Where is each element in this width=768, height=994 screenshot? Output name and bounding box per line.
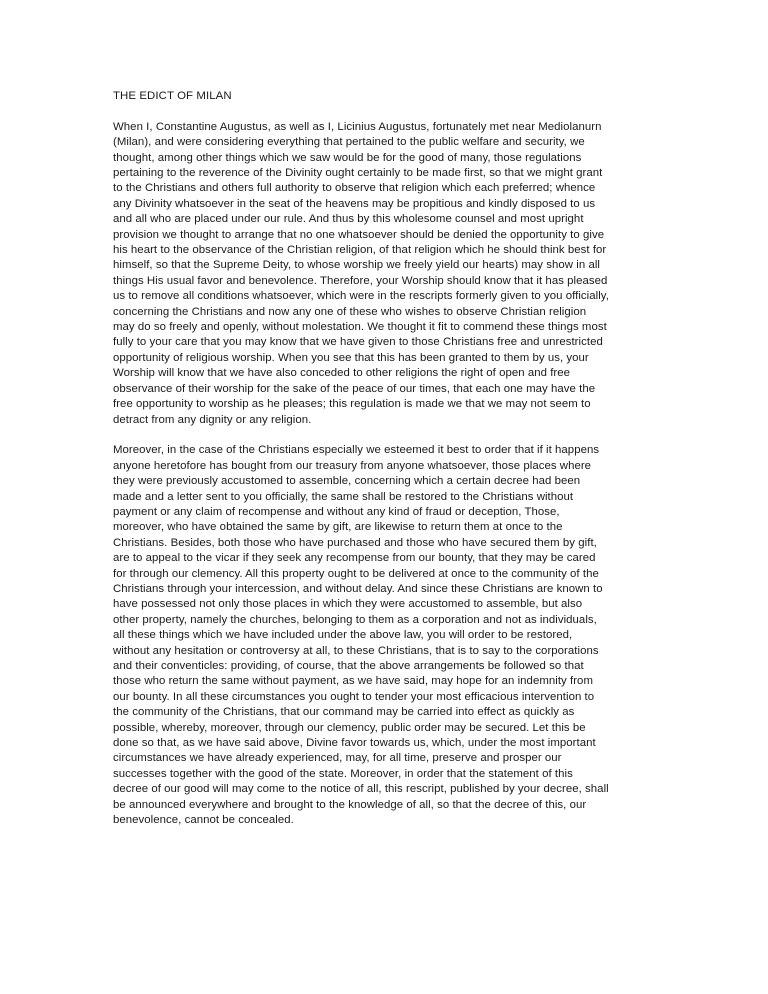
- text-line: decree of our good will may come to the notice of all, this rescript, published by your decree, shall: [113, 783, 609, 796]
- text-line: observance of their worship for the sake of the peace of our times, that each one may have the: [113, 382, 596, 395]
- text-line: moreover, who have obtained the same by gift, are likewise to return them at once to the: [113, 521, 563, 534]
- text-line: pertaining to the reverence of the Divinity ought certainly to be made first, so that we might grant: [113, 167, 603, 180]
- text-line: the community of the Christians, that our command may be carried into effect as quickly as: [113, 706, 575, 719]
- text-line: all these things which we have included under the above law, you will order to be restored,: [113, 629, 573, 642]
- text-line: they were previously accustomed to assemble, concerning which a certain decree had been: [113, 475, 581, 488]
- text-line: successes together with the good of the state. Moreover, in order that the statement of this: [113, 767, 573, 780]
- text-line: us to remove all conditions whatsoever, which were in the rescripts formerly given to you officially,: [113, 290, 609, 303]
- text-line: other property, namely the churches, belonging to them as a corporation and not as individuals,: [113, 613, 597, 626]
- text-line: detract from any dignity or any religion.: [113, 413, 312, 426]
- text-line: payment or any claim of recompense and without any kind of fraud or deception, Those,: [113, 505, 560, 518]
- paragraph-1: [113, 120, 661, 428]
- document-body: [113, 89, 661, 844]
- text-line: Christians. Besides, both those who have purchased and those who have secured them by gift,: [113, 536, 597, 549]
- document-title: THE EDICT OF MILAN: [113, 90, 232, 102]
- text-line: Moreover, in the case of the Christians especially we esteemed it best to order that if it happens: [113, 444, 600, 457]
- text-line: be announced everywhere and brought to the knowledge of all, so that the decree of this, our: [113, 798, 587, 811]
- text-line: opportunity of religious worship. When you see that this has been granted to them by us, your: [113, 351, 589, 364]
- text-line: free opportunity to worship as he pleases; this regulation is made we that we may not seem to: [113, 398, 591, 411]
- text-line: any Divinity whatsoever in the seat of the heavens may be propitious and kindly disposed to us: [113, 197, 596, 210]
- text-line: himself, so that the Supreme Deity, to whose worship we freely yield our hearts) may show in all: [113, 259, 600, 272]
- text-line: to the Christians and others full authority to observe that religion which each preferred; whence: [113, 182, 596, 195]
- text-line: done so that, as we have said above, Divine favor towards us, which, under the most important: [113, 737, 596, 750]
- text-line: made and a letter sent to you officially, the same shall be restored to the Christians without: [113, 490, 574, 503]
- text-line: things His usual favor and benevolence. Therefore, your Worship should know that it has pleased: [113, 274, 608, 287]
- text-line: (Milan), and were considering everything that pertained to the public welfare and security, we: [113, 136, 585, 149]
- text-line: may do so freely and openly, without molestation. We thought it fit to commend these things most: [113, 321, 607, 334]
- text-line: thought, among other things which we saw would be for the good of many, those regulations: [113, 151, 582, 164]
- text-line: When I, Constantine Augustus, as well as I, Licinius Augustus, fortunately met near Mediolanurn: [113, 120, 602, 133]
- text-line: benevolence, cannot be concealed.: [113, 814, 294, 827]
- text-line: fully to your care that you may know that we have given to those Christians free and unrestricted: [113, 336, 603, 349]
- text-line: anyone heretofore has bought from our treasury from anyone whatsoever, those places where: [113, 459, 592, 472]
- text-line: have possessed not only those places in which they were accustomed to assemble, but also: [113, 598, 583, 611]
- text-line: for through our clemency. All this property ought to be delivered at once to the community of the: [113, 567, 599, 580]
- text-line: Christians through your intercession, and without delay. And since these Christians are known to: [113, 582, 603, 595]
- text-line: are to appeal to the vicar if they seek any recompense from our bounty, that they may be cared: [113, 552, 596, 565]
- text-line: concerning the Christians and now any one of these who wishes to observe Christian religion: [113, 305, 587, 318]
- text-line: and all who are placed under our rule. And thus by this wholesome counsel and most upright: [113, 213, 584, 226]
- text-line: without any hesitation or controversy at all, to these Christians, that is to say to the corporations: [113, 644, 599, 657]
- text-line: possible, whereby, moreover, through our clemency, public order may be secured. Let this be: [113, 721, 586, 734]
- text-line: those who return the same without payment, as we have said, may hope for an indemnity from: [113, 675, 593, 688]
- text-line: circumstances we have already experienced, may, for all time, preserve and prosper our: [113, 752, 562, 765]
- text-line: his heart to the observance of the Christian religion, of that religion which he should think best for: [113, 244, 607, 257]
- text-line: Worship will know that we have also conceded to other religions the right of open and free: [113, 367, 571, 380]
- paragraph-2: [113, 443, 661, 828]
- text-line: and their conventicles: providing, of course, that the above arrangements be followed so that: [113, 660, 584, 672]
- text-line: our bounty. In all these circumstances you ought to tender your most efficacious intervention to: [113, 690, 595, 703]
- text-line: provision we thought to arrange that no one whatsoever should be denied the opportunity to give: [113, 228, 605, 241]
